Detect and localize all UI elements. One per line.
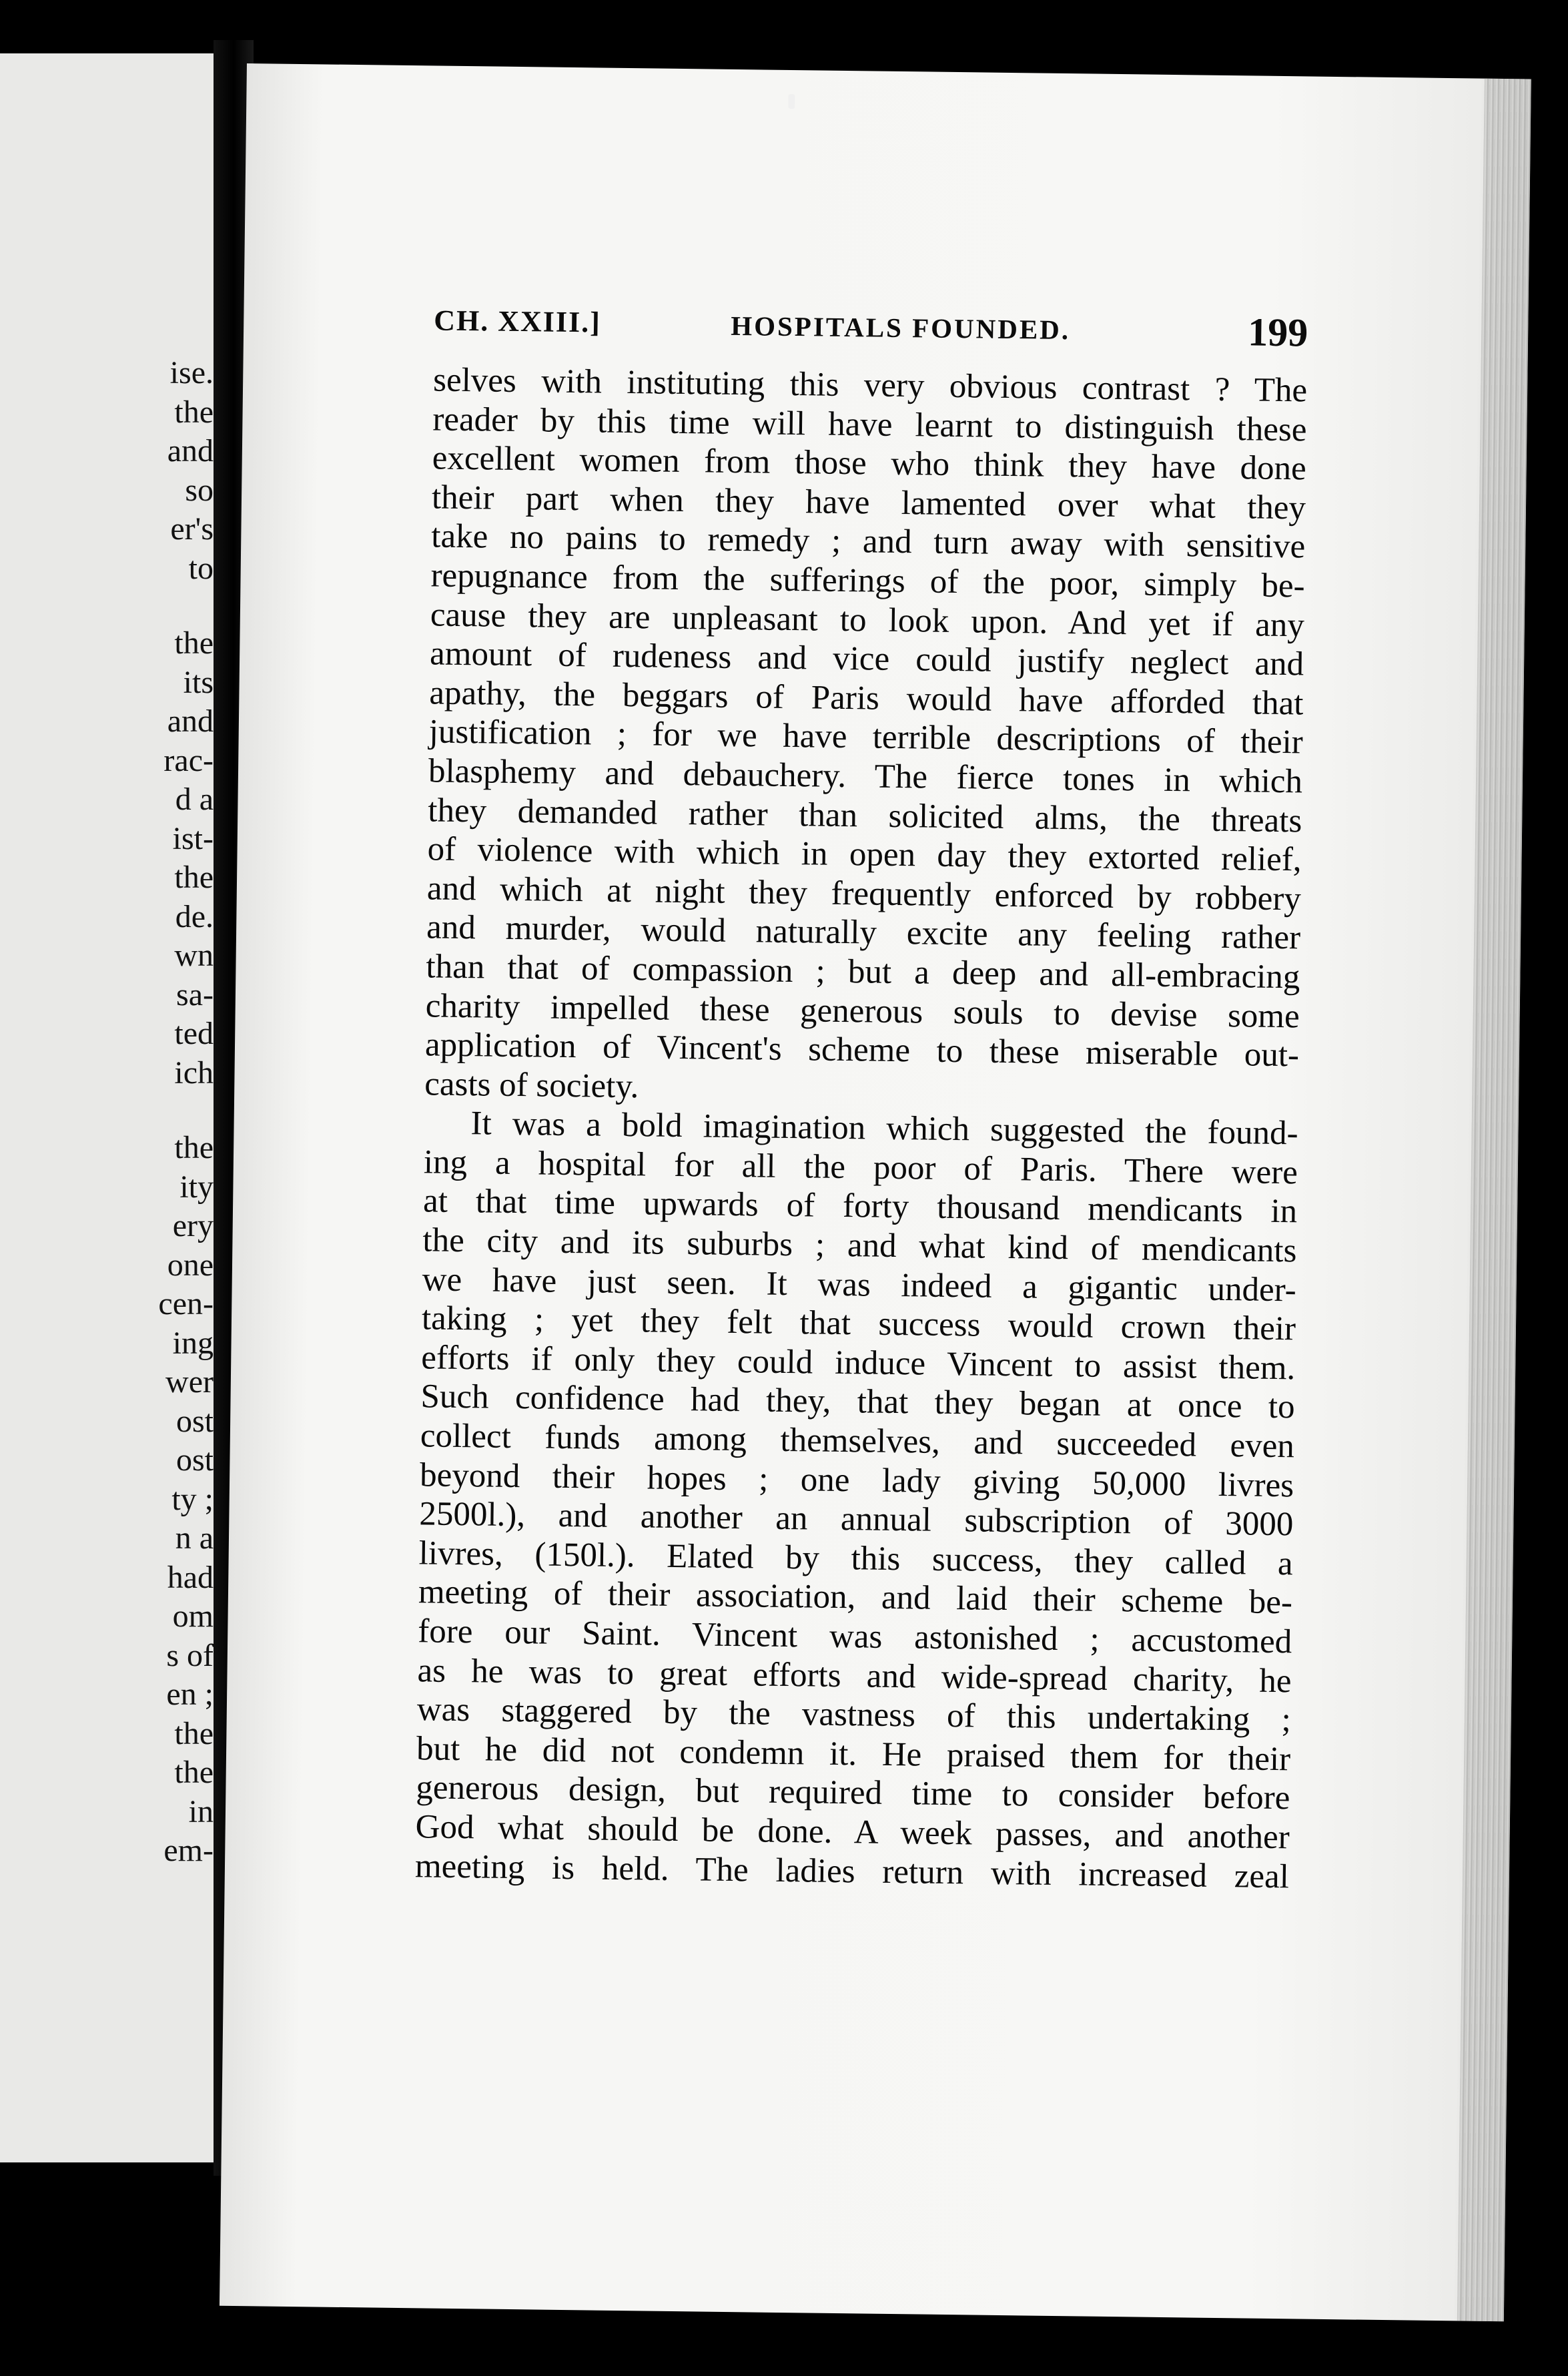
left-fragment: ted bbox=[174, 1016, 214, 1051]
left-fragment: and bbox=[167, 433, 214, 469]
left-fragment: ery bbox=[172, 1208, 214, 1243]
left-fragment: the bbox=[174, 860, 214, 895]
text-line: ing a hospital for all the poor of Paris. There were bbox=[423, 1143, 1298, 1192]
left-fragment: cen- bbox=[158, 1286, 214, 1321]
text-line: collect funds among themselves, and succeeded even bbox=[420, 1417, 1295, 1466]
text-line: fore our Saint. Vincent was astonished ; accustomed bbox=[417, 1612, 1292, 1661]
text-line: meeting is held. The ladies return with increased zeal bbox=[414, 1847, 1290, 1895]
text-line: selves with instituting this very obvious contrast ? The bbox=[432, 361, 1308, 410]
left-fragment: ost bbox=[175, 1403, 214, 1439]
left-fragment: en ; bbox=[166, 1677, 214, 1712]
page-edge bbox=[1457, 79, 1531, 2322]
text-line: blasphemy and debauchery. The fierce tones in which bbox=[428, 752, 1303, 801]
text-line: beyond their hopes ; one lady giving 50,000 livres bbox=[419, 1456, 1294, 1504]
text-line: generous design, but required time to consider before bbox=[416, 1769, 1290, 1817]
left-fragment: om bbox=[172, 1598, 214, 1634]
text-line: as he was to great efforts and wide-spread charity, he bbox=[417, 1651, 1292, 1700]
paragraph bbox=[424, 360, 1308, 1114]
text-line: their part when they have lamented over what they bbox=[431, 479, 1306, 527]
text-line: It was a bold imagination which suggested the found- bbox=[470, 1105, 1298, 1153]
text-line: but he did not condemn it. He praised them for their bbox=[416, 1730, 1291, 1779]
text-line: justification ; for we have terrible descriptions of their bbox=[428, 713, 1304, 762]
left-fragment: er's bbox=[170, 511, 214, 547]
left-fragment: ty ; bbox=[171, 1481, 214, 1517]
text-line: amount of rudeness and vice could justify neglect and bbox=[429, 635, 1304, 683]
right-page bbox=[220, 63, 1531, 2321]
left-fragment: had bbox=[167, 1559, 214, 1595]
left-fragment: ost bbox=[175, 1442, 214, 1478]
text-line: meeting of their association, and laid their scheme be- bbox=[418, 1573, 1293, 1622]
left-fragment: ist- bbox=[172, 820, 214, 856]
left-fragment-gap bbox=[133, 1093, 214, 1129]
text-line: apathy, the beggars of Paris would have afforded that bbox=[429, 674, 1304, 723]
text-line: we have just seen. It was indeed a gigantic under- bbox=[422, 1261, 1297, 1309]
left-fragment: ise. bbox=[169, 355, 214, 390]
page-number: 199 bbox=[1247, 310, 1308, 355]
left-fragment: to bbox=[188, 550, 214, 586]
left-fragment: ing bbox=[172, 1325, 214, 1361]
text-line: 2500l.), and another an annual subscription of 3000 bbox=[419, 1495, 1294, 1544]
text-line: and which at night they frequently enforced by robbery bbox=[426, 870, 1302, 918]
running-header bbox=[434, 299, 1308, 363]
text-line: efforts if only they could induce Vincent to assist them. bbox=[420, 1339, 1296, 1388]
left-page-text-fragments bbox=[133, 354, 214, 1871]
paragraph bbox=[415, 1104, 1298, 1897]
left-fragment: wn bbox=[174, 938, 214, 973]
left-fragment: ich bbox=[174, 1055, 214, 1091]
left-fragment: in bbox=[188, 1793, 214, 1829]
text-line: casts of society. bbox=[424, 1065, 639, 1105]
text-line: and murder, would naturally excite any feeling rather bbox=[426, 908, 1301, 957]
left-fragment: s of bbox=[166, 1637, 214, 1673]
text-line: excellent women from those who think they have done bbox=[432, 439, 1307, 488]
left-fragment: the bbox=[174, 1130, 214, 1165]
left-fragment: em- bbox=[163, 1833, 214, 1868]
left-fragment: d a bbox=[175, 782, 214, 817]
text-line: Such confidence had they, that they began at once to bbox=[420, 1378, 1295, 1426]
running-title: HOSPITALS FOUNDED. bbox=[730, 310, 1071, 346]
text-line: the city and its suburbs ; and what kind of mendicants bbox=[422, 1221, 1297, 1270]
left-fragment: one bbox=[167, 1247, 214, 1283]
left-facing-page bbox=[0, 53, 214, 2162]
text-line: at that time upwards of forty thousand mendicants in bbox=[422, 1182, 1298, 1231]
text-line: cause they are unpleasant to look upon. And yet if any bbox=[430, 595, 1305, 644]
text-line: was staggered by the vastness of this undertaking ; bbox=[416, 1691, 1292, 1739]
text-line: God what should be done. A week passes, and another bbox=[415, 1808, 1290, 1857]
text-line: take no pains to remedy ; and turn away with sensitive bbox=[431, 517, 1306, 566]
left-fragment: the bbox=[174, 625, 214, 661]
text-line: they demanded rather than solicited alms, the threats bbox=[428, 791, 1302, 840]
left-fragment: the bbox=[174, 1755, 214, 1790]
left-fragment: and bbox=[167, 703, 214, 739]
left-fragment: n a bbox=[175, 1520, 214, 1556]
text-line: than that of compassion ; but a deep and all-embracing bbox=[426, 948, 1300, 996]
scan-speck bbox=[788, 94, 795, 109]
text-line: of violence with which in open day they extorted relief, bbox=[427, 830, 1302, 879]
text-line: application of Vincent's scheme to these miserable out- bbox=[424, 1026, 1300, 1075]
left-fragment: its bbox=[183, 664, 214, 700]
left-fragment: rac- bbox=[163, 742, 214, 778]
running-chapter: CH. XXIII.] bbox=[434, 304, 602, 339]
text-line: taking ; yet they felt that success would crown their bbox=[421, 1299, 1296, 1348]
body-text bbox=[415, 360, 1308, 1896]
left-fragment: de. bbox=[175, 898, 214, 934]
text-line: charity impelled these generous souls to devise some bbox=[425, 986, 1300, 1035]
text-line: reader by this time will have learnt to distinguish these bbox=[432, 400, 1307, 449]
left-fragment: so bbox=[185, 472, 214, 508]
left-fragment-gap bbox=[133, 588, 214, 624]
left-fragment: the bbox=[174, 1715, 214, 1751]
text-line: repugnance from the sufferings of the poor, simply be- bbox=[430, 557, 1305, 605]
left-fragment: wer bbox=[165, 1364, 214, 1400]
left-fragment: the bbox=[174, 394, 214, 430]
left-fragment: ity bbox=[179, 1169, 214, 1205]
left-fragment: sa- bbox=[176, 976, 214, 1012]
text-line: livres, (150l.). Elated by this success, they called a bbox=[418, 1534, 1293, 1583]
